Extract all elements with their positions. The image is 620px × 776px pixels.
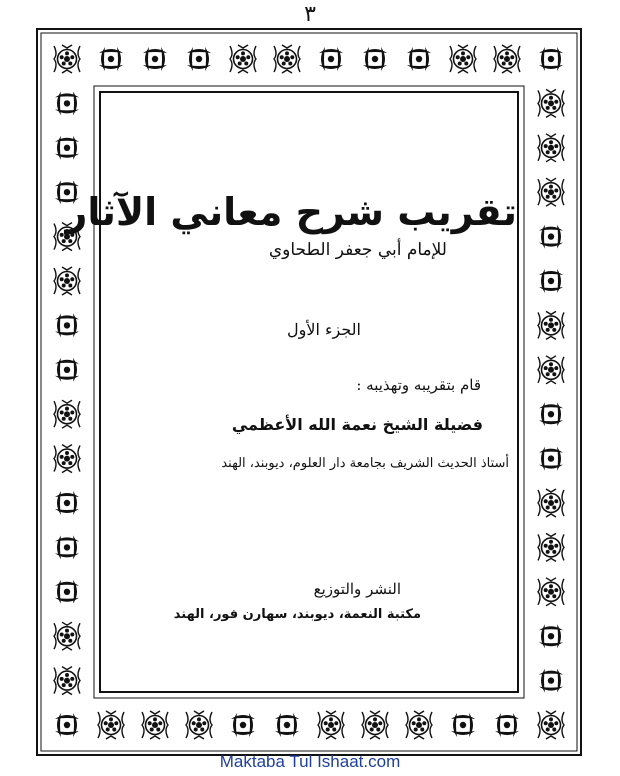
floral-leaf-icon — [55, 535, 79, 559]
floral-rosette-icon — [538, 178, 564, 206]
floral-leaf-icon — [187, 47, 211, 71]
volume-label: الجزء الأول — [286, 320, 361, 339]
book-title: تقريب شرح معاني الآثار — [65, 190, 517, 234]
floral-rosette-icon — [318, 711, 344, 739]
floral-rosette-icon — [54, 400, 80, 428]
book-subtitle: للإمام أبي جعفر الطحاوي — [268, 240, 447, 260]
floral-rosette-icon — [538, 711, 564, 739]
floral-leaf-icon — [539, 669, 563, 693]
floral-rosette-icon — [450, 45, 476, 73]
floral-leaf-icon — [451, 713, 475, 737]
author-name: فضيلة الشيخ نعمة الله الأعظمي — [231, 415, 483, 434]
distribution-label: النشر والتوزيع — [313, 580, 401, 598]
floral-rosette-icon — [54, 45, 80, 73]
publisher-name: مكتبة النعمة، ديوبند، سهارن فور، الهند — [173, 607, 421, 622]
floral-rosette-icon — [98, 711, 124, 739]
edited-by-label: قام بتقريبه وتهذيبه : — [356, 376, 481, 394]
floral-leaf-icon — [539, 402, 563, 426]
floral-leaf-icon — [363, 47, 387, 71]
floral-leaf-icon — [143, 47, 167, 71]
floral-leaf-icon — [55, 91, 79, 115]
floral-leaf-icon — [99, 47, 123, 71]
floral-rosette-icon — [230, 45, 256, 73]
floral-rosette-icon — [54, 622, 80, 650]
floral-rosette-icon — [406, 711, 432, 739]
floral-leaf-icon — [319, 47, 343, 71]
floral-leaf-icon — [275, 713, 299, 737]
floral-rosette-icon — [54, 667, 80, 695]
floral-rosette-icon — [362, 711, 388, 739]
floral-rosette-icon — [538, 533, 564, 561]
floral-leaf-icon — [231, 713, 255, 737]
floral-rosette-icon — [54, 267, 80, 295]
floral-rosette-icon — [538, 89, 564, 117]
floral-leaf-icon — [55, 358, 79, 382]
floral-rosette-icon — [142, 711, 168, 739]
floral-rosette-icon — [494, 45, 520, 73]
floral-rosette-icon — [538, 489, 564, 517]
floral-leaf-icon — [55, 136, 79, 160]
author-description: أستاذ الحديث الشريف بجامعة دار العلوم، ديوبند، الهند — [221, 456, 509, 471]
floral-leaf-icon — [407, 47, 431, 71]
floral-leaf-icon — [539, 269, 563, 293]
floral-rosette-icon — [274, 45, 300, 73]
floral-rosette-icon — [538, 578, 564, 606]
floral-rosette-icon — [186, 711, 212, 739]
floral-rosette-icon — [538, 311, 564, 339]
floral-leaf-icon — [539, 225, 563, 249]
floral-leaf-icon — [539, 624, 563, 648]
footer-watermark: Maktaba Tul Ishaat.com — [219, 752, 401, 771]
page-number: ٣ — [304, 2, 316, 27]
floral-rosette-icon — [54, 445, 80, 473]
floral-rosette-icon — [538, 134, 564, 162]
title-panel — [65, 91, 519, 693]
floral-leaf-icon — [55, 713, 79, 737]
floral-leaf-icon — [55, 580, 79, 604]
floral-leaf-icon — [539, 47, 563, 71]
floral-rosette-icon — [538, 356, 564, 384]
floral-leaf-icon — [495, 713, 519, 737]
floral-leaf-icon — [539, 447, 563, 471]
floral-leaf-icon — [55, 313, 79, 337]
floral-leaf-icon — [55, 491, 79, 515]
